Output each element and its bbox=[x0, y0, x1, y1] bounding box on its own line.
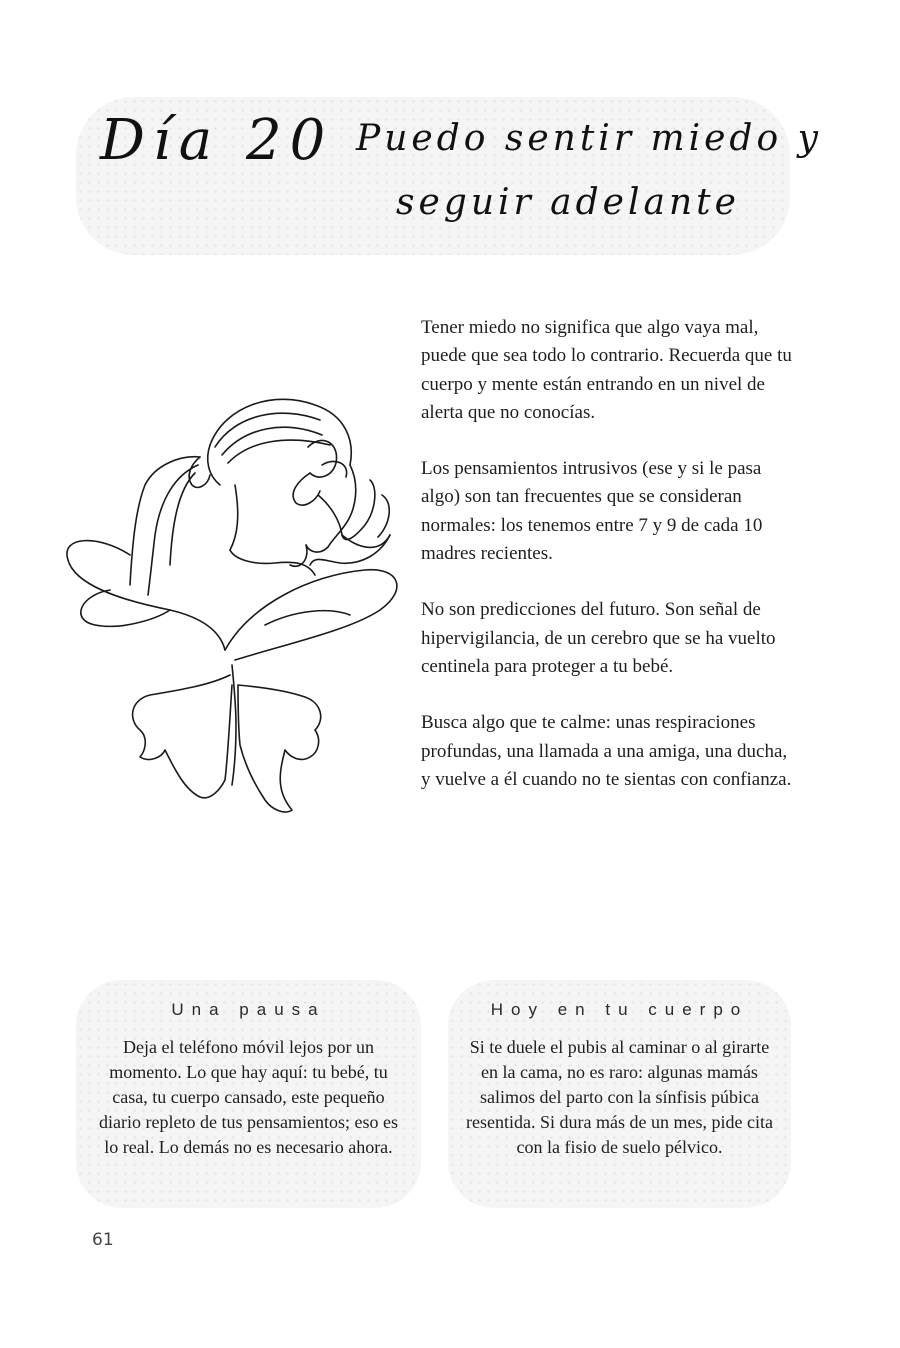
body-today-box-title: Hoy en tu cuerpo bbox=[490, 1000, 749, 1019]
pause-box-title: Una pausa bbox=[171, 1000, 326, 1019]
day-label: Día 20 bbox=[100, 108, 334, 173]
page-number: 61 bbox=[92, 1230, 114, 1250]
body-paragraph-3: No son predicciones del futuro. Son señal de hipervigilancia, de un cerebro que se ha vuelto centinela para proteger a tu bebé. bbox=[421, 599, 776, 677]
body-today-box bbox=[448, 980, 791, 1208]
page-title-line-2: seguir adelante bbox=[396, 182, 740, 223]
body-paragraph-1: Tener miedo no significa que algo vaya mal, puede que sea todo lo contrario. Recuerda que tu cuerpo y mente están entrando en un nivel de alerta que no conocías. bbox=[421, 317, 792, 423]
body-paragraph-4: Busca algo que te calme: unas respiraciones profundas, una llamada a una amiga, una ducha, y vuelve a él cuando no te sientas con confianza. bbox=[421, 712, 792, 790]
body-today-box-text: Si te duele el pubis al caminar o al girarte en la cama, no es raro: algunas mamás salimos del parto con la sínfisis púbica resentida. Si dura más de un mes, pide cita con la fisio de suelo pélvico. bbox=[466, 1037, 773, 1157]
page-title-line-1: Puedo sentir miedo y bbox=[356, 118, 822, 159]
woman-butterfly-line-art bbox=[60, 385, 420, 830]
body-paragraph-2: Los pensamientos intrusivos (ese y si le pasa algo) son tan frecuentes que se consideran normales: los tenemos entre 7 y 9 de cada 10 madres recientes. bbox=[421, 458, 763, 565]
pause-box-text: Deja el teléfono móvil lejos por un momento. Lo que hay aquí: tu bebé, tu casa, tu cuerpo cansado, este pequeño diario repleto de tus pensamientos; eso es lo real. Lo demás no es necesario ahora. bbox=[99, 1037, 398, 1157]
main-body-text bbox=[421, 314, 793, 822]
pause-box bbox=[76, 980, 421, 1208]
